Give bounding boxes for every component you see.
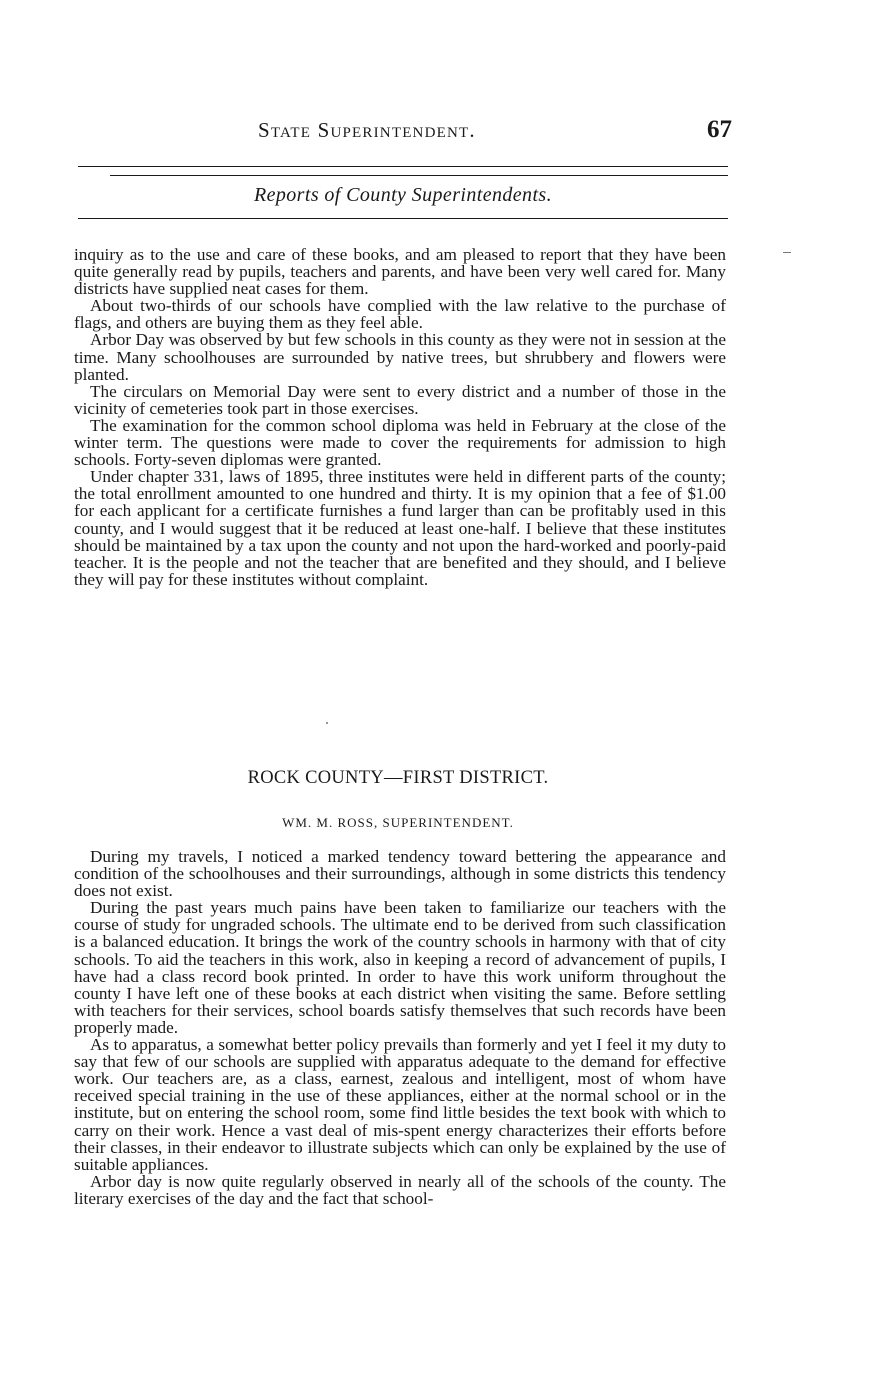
paragraph: Arbor Day was observed by but few schools in this county as they were not in session at the time. Many schoolhouses are surrounded by native trees, but shrubbery and flowers were planted. (74, 330, 726, 384)
paragraph: inquiry as to the use and care of these books, and am pleased to report that they have been quite generally read by pupils, teachers and parents, and have been very well cared for. Many districts have supplied neat cases for them. (74, 245, 726, 299)
page-number: 67 (707, 116, 732, 143)
paragraph: The examination for the common school diploma was held in February at the close of the winter term. The questions were made to cover the requirements for admission to high schools. Forty-seven diplomas were granted. (74, 415, 726, 470)
header-rule-top (78, 166, 728, 167)
paragraph: During the past years much pains have been taken to familiarize our teachers with the course of study for ungraded schools. The ultimate end to be derived from such classification is a balanced education. It brings the work of the country schools in harmony with that of city schools. To aid the teachers in this work, also in keeping a record of advancement of pupils, I have had a class record book printed. In order to have this work uniform throughout the county I have left one of these books at each district when visiting the same. Before settling with teachers for their services, school boards satisfy themselves that such records have been properly made. (74, 898, 726, 1037)
section-heading: Reports of County Superintendents. (253, 184, 552, 206)
county-report-title: ROCK COUNTY—FIRST DISTRICT. (247, 768, 549, 788)
header-rule-bottom (78, 218, 728, 219)
margin-mark (783, 252, 791, 253)
paragraph: Under chapter 331, laws of 1895, three institutes were held in different parts of the county; the total enrollment amounted to one hundred and thirty. It is my opinion that a fee of $1.00 for each applicant for a certificate furnishes a fund larger than can be profitably used in this county, and I would suggest that it be reduced at least one-half. I believe that these institutes should be maintained by a tax upon the county and not upon the hard-worked and poorly-paid teacher. It is the people and not the teacher that are benefited and they should, and I believe they will pay for these institutes without complaint. (74, 467, 726, 589)
paragraph: About two-thirds of our schools have complied with the law relative to the purchase of flags, and others are buying them as they feel able. (74, 296, 726, 333)
header-rule-thin (110, 175, 728, 176)
rock-county-report-body (74, 848, 726, 1207)
paragraph: The circulars on Memorial Day were sent to every district and a number of those in the vicinity of cemeteries took part in those exercises. (74, 381, 726, 418)
paragraph: During my travels, I noticed a marked tendency toward bettering the appearance and condition of the schoolhouses and their surroundings, although in some districts this tendency does not exist. (74, 847, 726, 901)
running-head (72, 116, 734, 150)
previous-report-body (74, 246, 726, 588)
paragraph: Arbor day is now quite regularly observed in nearly all of the schools of the county. The literary exercises of the day and the fact that school- (74, 1171, 726, 1208)
superintendent-name: WM. M. ROSS, SUPERINTENDENT. (282, 815, 514, 830)
running-title: State Superintendent. (258, 118, 476, 142)
print-speck (326, 722, 328, 724)
paragraph: As to apparatus, a somewhat better policy prevails than formerly and yet I feel it my duty to say that few of our schools are supplied with apparatus adequate to the demand for effective work. Our teachers are, as a class, earnest, zealous and intelligent, most of whom have received special training in the use of these appliances, either at the normal school or in the institute, but on entering the school room, some find little besides the text book with which to carry on their work. Hence a vast deal of mis-spent energy characterizes their efforts before their classes, in their endeavor to illustrate subjects which can only be explained by the use of suitable appliances. (74, 1035, 726, 1174)
